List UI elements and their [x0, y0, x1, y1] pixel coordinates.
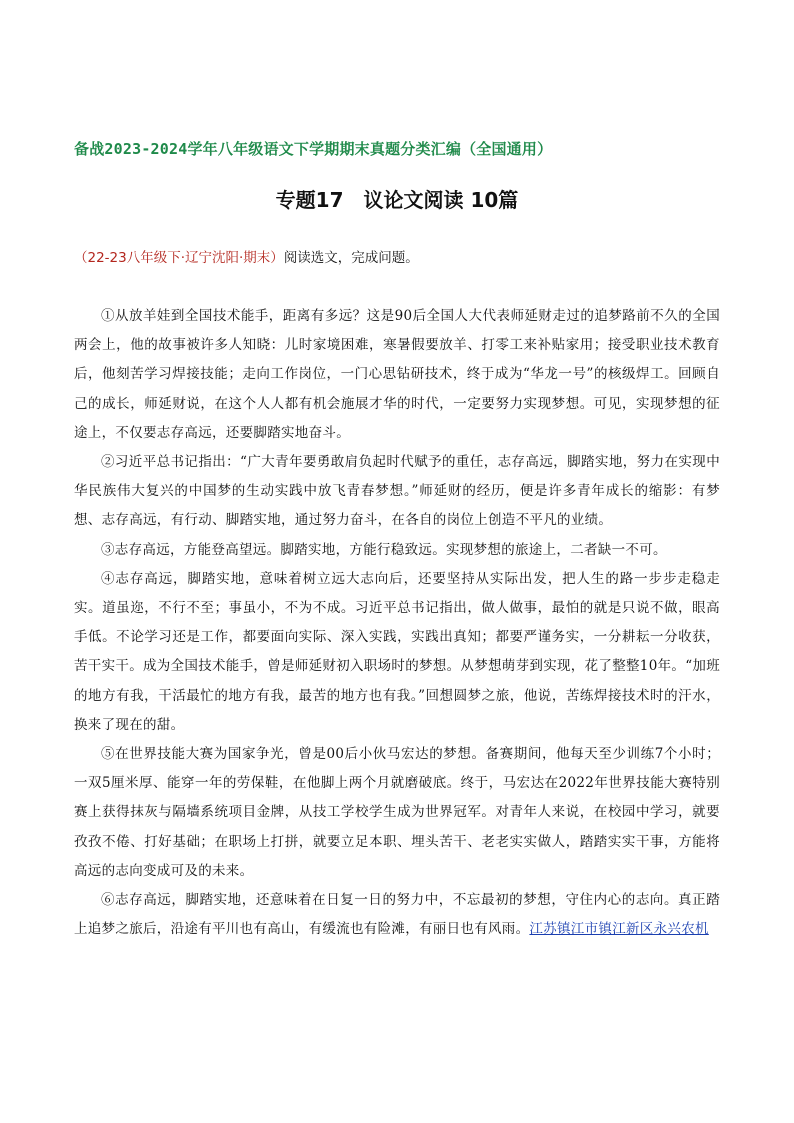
paragraph-2: ②习近平总书记指出：“广大青年要勇敢肩负起时代赋予的重任，志存高远，脚踏实地，努力在实现中华民族伟大复兴的中国梦的生动实践中放飞青春梦想。”师延财的经历，便是许多青年成长的缩影：有梦想、志存高远，有行动、脚踏实地，通过努力奋斗，在各自的岗位上创造不平凡的业绩。: [74, 454, 720, 529]
page-title: 专题17 议论文阅读 10篇: [275, 188, 519, 212]
question-intro: [74, 246, 419, 266]
exam-source: （22-23八年级下·辽宁沈阳·期末）: [74, 250, 284, 266]
paragraph-1: ①从放羊娃到全国技术能手，距离有多远？这是90后全国人大代表师延财走过的追梦路前不久的全国两会上，他的故事被许多人知晓：儿时家境困难，寒暑假要放羊、打零工来补贴家用；接受职业技术教育后，他刻苦学习焊接技能；走向工作岗位，一门心思钻研技术，终于成为“华龙一号”的核级焊工。回顾自己的成长，师延财说，在这个人人都有机会施展才华的时代，一定要努力实现梦想。可见，实现梦想的征途上，不仅要志存高远，还要脚踏实地奋斗。: [74, 308, 720, 441]
passage-body: [74, 302, 720, 944]
paragraph-4: ④志存高远，脚踏实地，意味着树立远大志向后，还要坚持从实际出发，把人生的路一步步走稳走实。道虽迩，不行不至；事虽小，不为不成。习近平总书记指出，做人做事，最怕的就是只说不做，眼高手低。不论学习还是工作，都要面向实际、深入实践，实践出真知；都要严谨务实，一分耕耘一分收获，苦干实干。成为全国技术能手，曾是师延财初入职场时的梦想。从梦想萌芽到实现，花了整整10年。“加班的地方有我，干活最忙的地方有我，最苦的地方也有我。”回想圆梦之旅，他说，苦练焊接技术时的汗水，换来了现在的甜。: [74, 570, 720, 733]
series-heading: 备战2023-2024学年八年级语文下学期期末真题分类汇编（全国通用）: [74, 140, 553, 158]
reading-instruction: 阅读选文，完成问题。: [283, 250, 419, 266]
paragraph-6: [74, 886, 720, 944]
highlighted-link[interactable]: 江苏镇江市镇江新区永兴农机: [529, 921, 709, 938]
paragraph-3: ③志存高远，方能登高望远。脚踏实地，方能行稳致远。实现梦想的旅途上，二者缺一不可。: [101, 541, 667, 558]
paragraph-6-text: ⑥志存高远，脚踏实地，还意味着在日复一日的努力中，不忘最初的梦想，守住内心的志向。真正踏上追梦之旅后，沿途有平川也有高山，有缓流也有险滩，有丽日也有风雨。: [74, 892, 720, 938]
paragraph-5: ⑤在世界技能大赛为国家争光，曾是00后小伙马宏达的梦想。备赛期间，他每天至少训练7个小时；一双5厘米厚、能穿一年的劳保鞋，在他脚上两个月就磨破底。终于，马宏达在2022年世界技能大赛特别赛上获得抹灰与隔墙系统项目金牌，从技工学校学生成为世界冠军。对青年人来说，在校园中学习，就要孜孜不倦、打好基础；在职场上打拼，就要立足本职、埋头苦干、老老实实做人，踏踏实实干事，方能将高远的志向变成可及的未来。: [74, 746, 720, 879]
